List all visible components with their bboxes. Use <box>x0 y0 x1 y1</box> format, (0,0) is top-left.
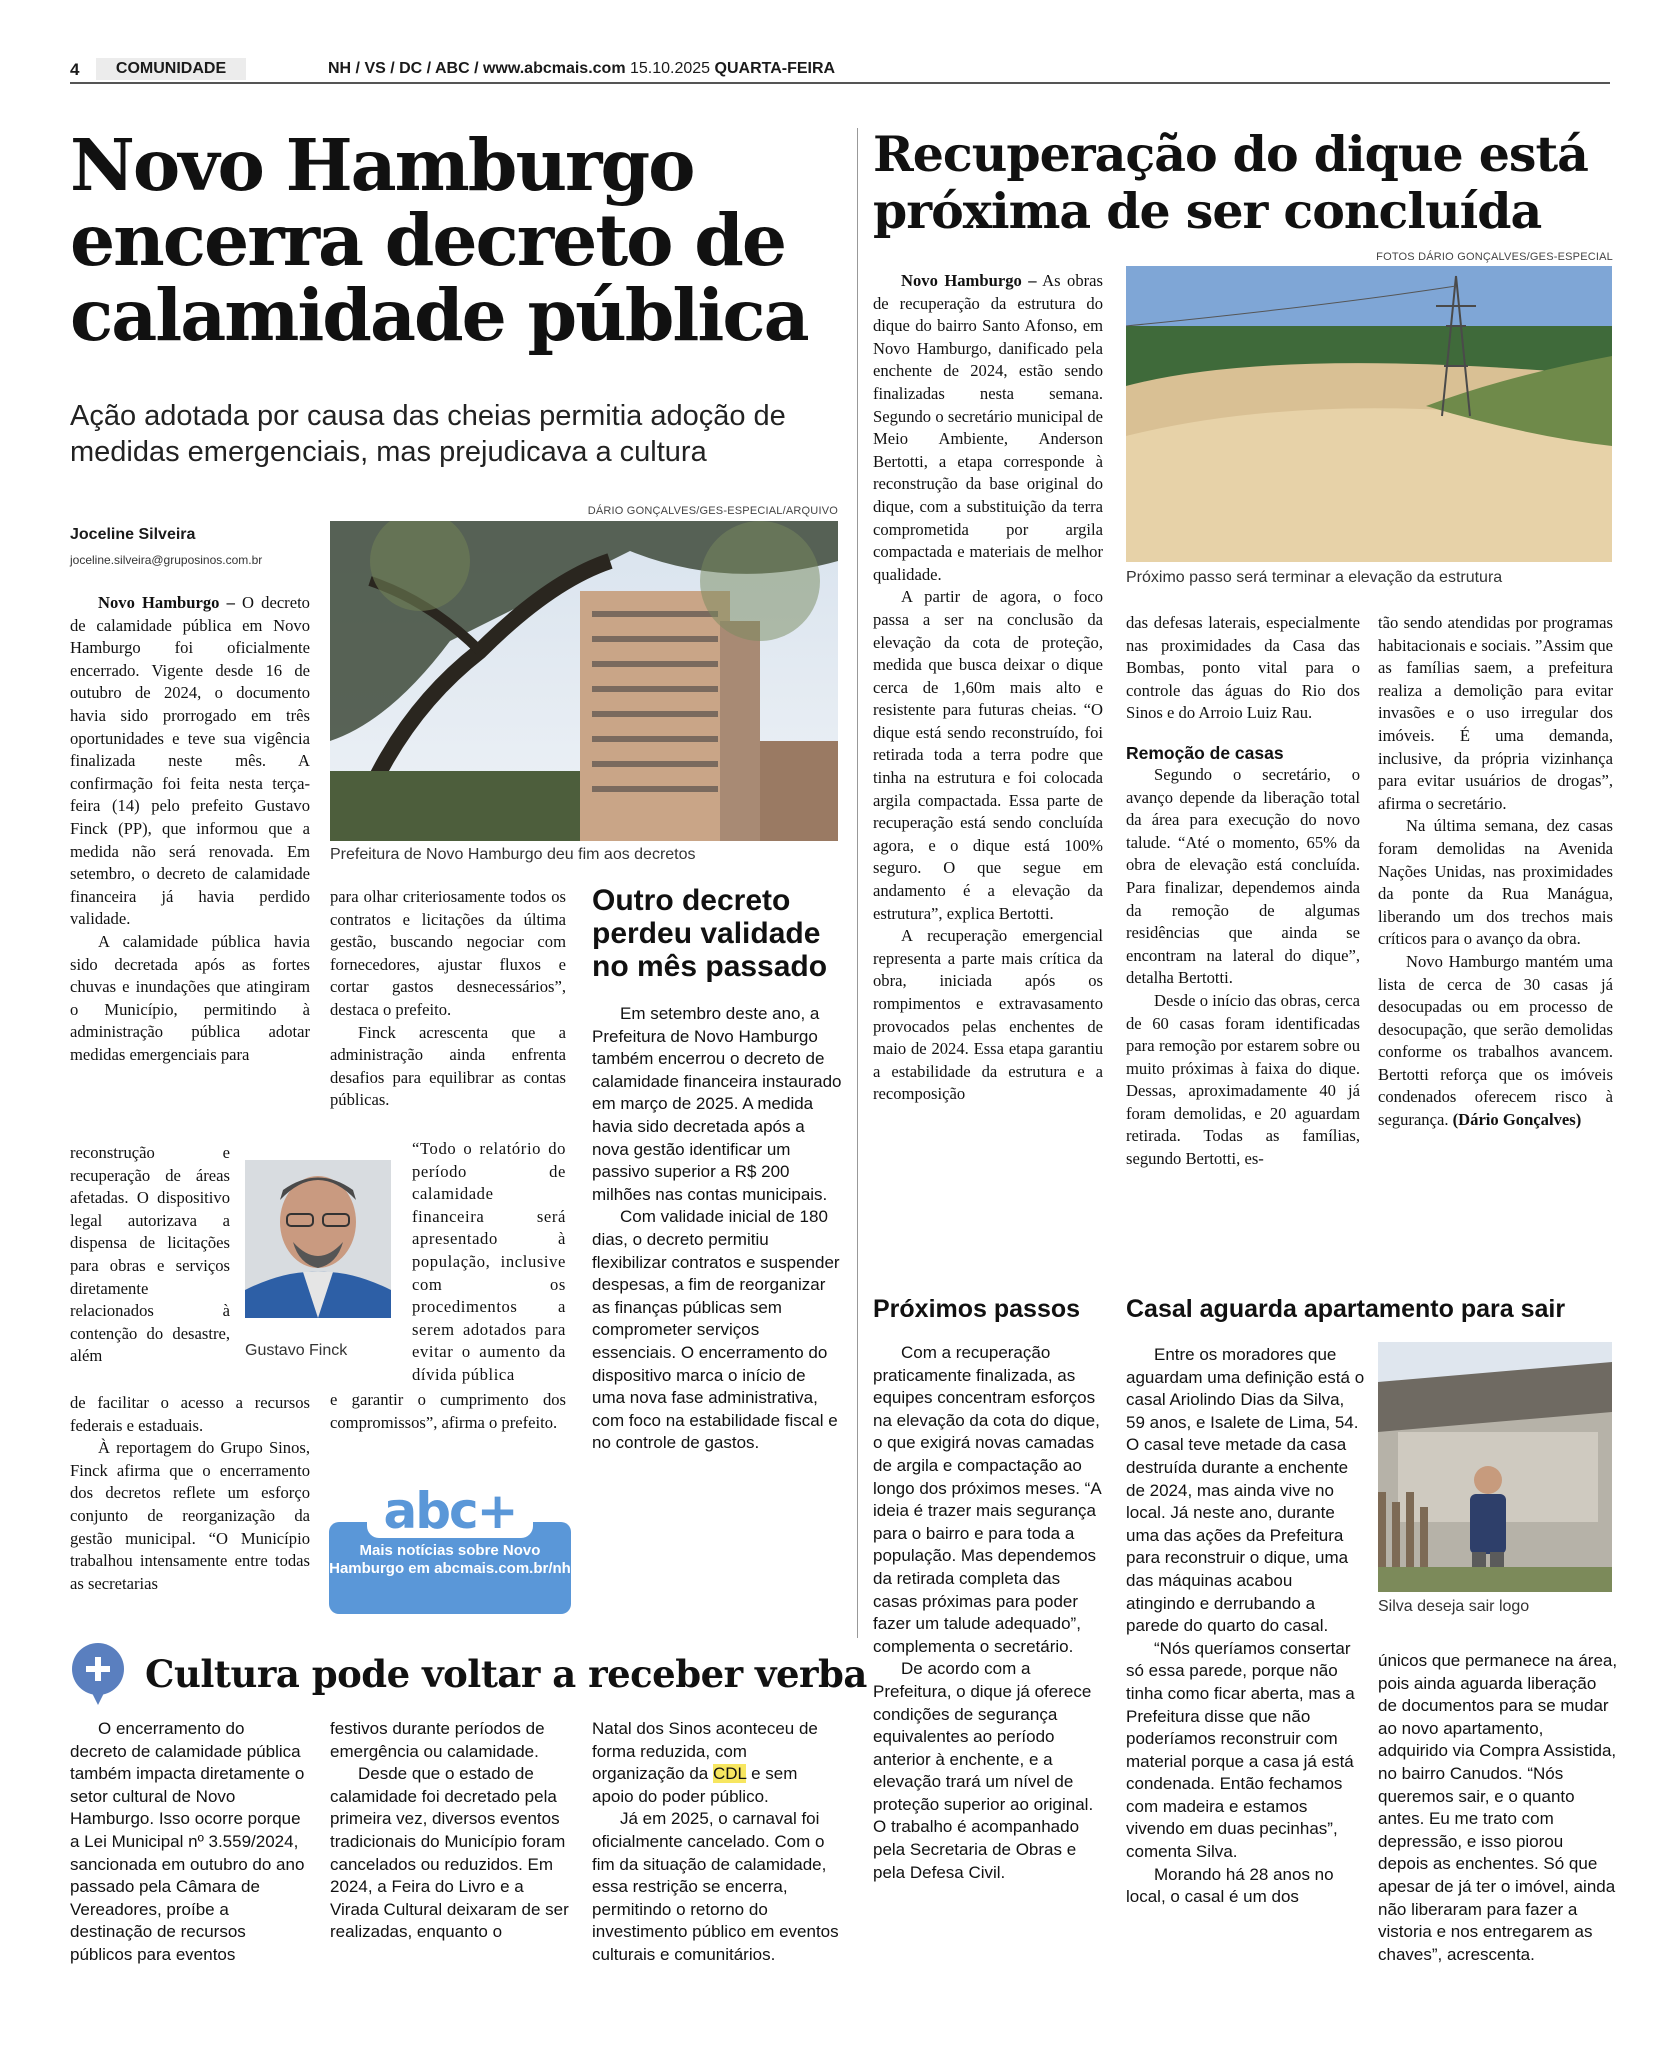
paragraph: O decreto de calamidade pública em Novo Hamburgo foi oficialmente encerrado. Vigente desde 16 de outubro de 2024, o documento havia sido prorrogado em três oportunidades e teve sua vigência finalizada neste mês. A confirmação foi feita nesta terça-feira (14) pelo prefeito Gustavo Finck (PP), que informou que a medida não será renovada. Em setembro, o decreto de calamidade financeira já havia perdido validade. <box>70 593 310 929</box>
resident-image <box>1378 1342 1612 1592</box>
section-label: COMUNIDADE <box>96 58 246 80</box>
paragraph: tão sendo atendidas por programas habitacionais e sociais. ”Assim que as famílias saem, a prefeitura realiza a demolição para evitar invasões e o uso irregular dos imóveis. É uma demanda, inclusive, da própria vizinhança para evitar usuários de drogas”, afirma o secretário. <box>1378 613 1613 813</box>
portrait-caption: Gustavo Finck <box>245 1342 348 1359</box>
main-story-col2-end <box>330 1389 566 1434</box>
dateline: Novo Hamburgo – <box>901 271 1037 290</box>
highlighted-term: CDL <box>713 1764 747 1784</box>
paragraph: Em setembro deste ano, a Prefeitura de Novo Hamburgo também encerrou o decreto de calamidade financeira instaurado em março de 2025. A medida havia sido decretada após a nova gestão identificar um passivo superior a R$ 200 milhões nas contas municipais. <box>592 1004 842 1204</box>
paragraph: Natal dos Sinos aconteceu de forma reduzida, com organização da <box>592 1719 818 1784</box>
paragraph: das defesas laterais, especialmente nas proximidades da Casa das Bombas, ponto vital para o controle das águas do Rio dos Sinos e do Arroio Luiz Rau. <box>1126 613 1360 723</box>
paragraph: À reportagem do Grupo Sinos, Finck afirma que o encerramento dos decretos reflete um esforço conjunto de reorganização da gestão municipal. “O Município trabalhou intensamente entre todas as secretarias <box>70 1438 310 1593</box>
paragraph: Na última semana, dez casas foram demolidas na Avenida Nações Unidas, nas proximidades da ponte da Rua Manágua, liberando um dos trechos mais críticos para o avanço da obra. <box>1378 816 1613 949</box>
portrait-image <box>245 1160 391 1318</box>
couple-col1 <box>1126 1344 1366 1909</box>
photo-credit: DÁRIO GONÇALVES/GES-ESPECIAL/ARQUIVO <box>587 505 838 517</box>
paragraph: “Nós queríamos consertar só essa parede, porque não tinha como ficar aberta, mas a Prefeitura disse que não poderíamos reconstruir com material porque a casa já está condenada. Então fechamos com madeira e estamos vivendo em duas pecinhas”, comenta Silva. <box>1126 1638 1355 1862</box>
dike-col2 <box>1126 612 1360 1171</box>
paragraph: Segundo o secretário, o avanço depende da liberação total da área para execução do novo talude. “Até o momento, 65% da obra de elevação está concluída. Para finalizar, dependemos ainda da remoção de algumas residências que ainda se encontram na lateral do dique”, detalha Bertotti. <box>1126 764 1360 988</box>
resident-photo-caption: Silva deseja sair logo <box>1378 1598 1530 1615</box>
paragraph: Finck acrescenta que a administração ainda enfrenta desafios para equilibrar as contas públicas. <box>330 1022 566 1110</box>
paragraph: e sem apoio do poder público. <box>592 1764 798 1806</box>
author-name: Joceline Silveira <box>70 526 196 543</box>
dike-image <box>1126 266 1612 562</box>
subhead-house-removal: Remoção de casas <box>1126 742 1284 763</box>
paragraph: Entre os moradores que aguardam uma definição está o casal Ariolindo Dias da Silva, 59 anos, e Isalete de Lima, 54. O casal teve metade da casa destruída durante a enchente de 2024, mas ainda vive no local. Já neste ano, durante uma das ações da Prefeitura para reconstruir o dique, uma das máquinas acabou atingindo e derrubando a parede do quarto do casal. <box>1126 1345 1365 1636</box>
dike-photo-credit: FOTOS DÁRIO GONÇALVES/GES-ESPECIAL <box>1376 251 1613 263</box>
city-hall-image <box>330 521 838 841</box>
edition-info <box>328 60 835 78</box>
paragraph: Desde o início das obras, cerca de 60 casas foram identificadas para remoção por estarem sobre ou muito próximas à faixa do dique. Dessas, aproximadamente 40 já foram demolidas, e 20 aguardam retirada. Todas as famílias, segundo Bertotti, es- <box>1126 990 1360 1169</box>
paragraph: para olhar criteriosamente todos os contratos e licitações da última gestão, buscando negociar com fornecedores, ajustar fluxos e cortar gastos desnecessários”, destaca o prefeito. <box>330 887 566 1019</box>
paragraph: Com validade inicial de 180 dias, o decreto permitiu flexibilizar contratos e suspender despesas, a fim de reorganizar as finanças públicas sem comprometer serviços essenciais. O encerramento do dispositivo marca o início de uma nova fase administrativa, com foco na estabilidade fiscal e no controle de gastos. <box>592 1207 840 1453</box>
page-header <box>70 58 1610 84</box>
weekday: QUARTA-FEIRA <box>714 60 836 77</box>
sidebar-box <box>592 884 842 1455</box>
main-story-col1 <box>70 592 310 1066</box>
paragraph: A calamidade pública havia sido decretada após as fortes chuvas e inundações que atingiram o Município, permitindo à administração pública adotar medidas emergenciais para <box>70 931 310 1064</box>
paragraph: Desde que o estado de calamidade foi decretado pela primeira vez, diversos eventos tradicionais do Município foram cancelados ou reduzidos. Em 2024, a Feira do Livro e a Virada Cultural deixaram de ser realizadas, enquanto o <box>330 1764 569 1942</box>
paragraph: O encerramento do decreto de calamidade pública também impacta diretamente o setor cultural de Novo Hamburgo. Isso ocorre porque a Lei Municipal nº 3.559/2024, sancionada em outubro do ano passado pela Câmara de Vereadores, proíbe a destinação de recursos públicos para eventos <box>70 1719 305 1964</box>
signoff: (Dário Gonçalves) <box>1452 1110 1582 1130</box>
culture-col2 <box>330 1718 570 1944</box>
column-divider <box>857 128 858 1638</box>
sidebar-title: Outro decreto perdeu validade no mês passado <box>592 884 828 983</box>
culture-headline: Cultura pode voltar a receber verba <box>145 1652 867 1696</box>
promo-text[interactable]: Mais notícias sobre Novo Hamburgo em abcmais.com.br/nh <box>329 1542 571 1577</box>
sidebar-body <box>592 1003 842 1455</box>
dike-headline: Recuperação do dique está próxima de ser concluída <box>873 125 1588 240</box>
editions: NH / VS / DC / ABC / www.abcmais.com <box>328 60 626 77</box>
paragraph: Já em 2025, o carnaval foi oficialmente cancelado. Com o fim da situação de calamidade, essa restrição se encerra, permitindo o retorno do investimento público em eventos culturais e comunitários. <box>592 1809 839 1964</box>
next-steps-section <box>873 1295 1103 1884</box>
author-email[interactable]: joceline.silveira@gruposinos.com.br <box>70 553 263 567</box>
next-steps-title: Próximos passos <box>873 1295 1081 1323</box>
dike-col1 <box>873 270 1103 1106</box>
paragraph: As obras de recuperação da estrutura do dique do bairro Santo Afonso, em Novo Hamburgo, danificado pela enchente de 2024, estão sendo finalizadas nesta semana. Segundo o secretário municipal de Meio Ambiente, Anderson Bertotti, a etapa corresponde à reconstrução da base original do dique, com a substituição da terra comprometida por argila compactada e materiais de melhor qualidade. <box>873 271 1103 584</box>
abcmais-promo[interactable] <box>329 1482 571 1614</box>
resident-photo <box>1378 1342 1612 1592</box>
couple-title: Casal aguarda apartamento para sair <box>1126 1295 1566 1323</box>
dateline: Novo Hamburgo – <box>98 593 235 612</box>
paragraph: Com a recuperação praticamente finalizada, as equipes concentram esforços na elevação da cota do dique, o que exigirá novas camadas de argila e compactação ao longo dos próximos meses. “A ideia é trazer mais segurança para o bairro e para toda a população. Mas dependemos da retirada completa das casas próximas para poder fazer um talude adequado”, complementa o secretário. <box>873 1343 1101 1656</box>
paragraph: e garantir o cumprimento dos compromissos”, afirma o prefeito. <box>330 1390 566 1432</box>
main-story-col2-wrap <box>412 1138 566 1387</box>
plus-icon <box>72 1643 124 1705</box>
dike-photo-caption: Próximo passo será terminar a elevação da estrutura <box>1126 569 1503 586</box>
culture-col1 <box>70 1718 305 1967</box>
paragraph: A partir de agora, o foco passa a ser na conclusão da elevação da cota de proteção, medida que busca deixar o dique cerca de 1,60m mais alto e resistente para futuras cheias. “O dique está sendo reconstruído, foi retirada toda a terra podre que tinha na estrutura e foi colocada argila compactada. Essa parte de recuperação está sendo concluída agora, e o dique está 100% seguro. O que segue em andamento é a elevação da estrutura”, explica Bertotti. <box>873 587 1103 923</box>
next-steps-body <box>873 1342 1103 1884</box>
main-deck: Ação adotada por causa das cheias permitia adoção de medidas emergenciais, mas prejudicava a cultura <box>70 400 786 468</box>
quote: “Todo o relatório do período de calamidade financeira será apresentado à população, inclusive com os procedimentos a serem adotados para evitar o aumento da dívida pública <box>412 1139 566 1384</box>
issue-date: 15.10.2025 <box>630 60 711 77</box>
main-story-col1-wrap <box>70 1142 230 1368</box>
paragraph: festivos durante períodos de emergência ou calamidade. <box>330 1719 545 1761</box>
paragraph: reconstrução e recuperação de áreas afetadas. O dispositivo legal autorizava a dispensa de licitações para obras e serviços diretamente relacionados à contenção do desastre, além <box>70 1143 230 1366</box>
dike-col3 <box>1378 612 1613 1132</box>
paragraph: De acordo com a Prefeitura, o dique já oferece condições de segurança equivalentes ao período anterior à enchente, e a elevação trará um nível de proteção superior ao original. O trabalho é acompanhado pela Secretaria de Obras e pela Defesa Civil. <box>873 1659 1094 1882</box>
page-number: 4 <box>70 60 80 79</box>
paragraph: A recuperação emergencial representa a parte mais crítica da obra, iniciada após os rompimentos e extravasamento provocados pelas enchentes de maio de 2024. Essa etapa garantiu a estabilidade da estrutura e a recomposição <box>873 926 1103 1104</box>
main-headline: Novo Hamburgo encerra decreto de calamidade pública <box>70 123 808 357</box>
paragraph: Morando há 28 anos no local, o casal é um dos <box>1126 1864 1334 1907</box>
main-story-col1-end <box>70 1392 310 1595</box>
photo-caption: Prefeitura de Novo Hamburgo deu fim aos decretos <box>330 846 696 863</box>
dike-photo <box>1126 266 1612 562</box>
paragraph: únicos que permanece na área, pois ainda aguarda liberação de documentos para se mudar ao novo apartamento, adquirido via Compra Assistida, no bairro Canudos. “Nós queremos sair, e o quanto antes. Eu me trato com depressão, e isso piorou depois as enchentes. Só que apesar de já ter o imóvel, ainda não liberaram para fazer a vistoria e nos entregarem as chaves”, acrescenta. <box>1378 1651 1618 1964</box>
paragraph: de facilitar o acesso a recursos federais e estaduais. <box>70 1393 310 1435</box>
abc-plus-logo: abc+ <box>367 1486 533 1538</box>
main-story-col2 <box>330 886 566 1112</box>
couple-col2 <box>1378 1650 1618 1966</box>
paragraph: Novo Hamburgo mantém uma lista de cerca de 30 casas já desocupadas ou em processo de desocupação, que serão demolidas conforme os trabalhos avancem. Bertotti reforça que os imóveis condenados oferecem risco à segurança. <box>1378 951 1613 1130</box>
city-hall-photo <box>330 521 838 841</box>
culture-col3 <box>592 1718 842 1967</box>
portrait-photo <box>245 1160 391 1318</box>
